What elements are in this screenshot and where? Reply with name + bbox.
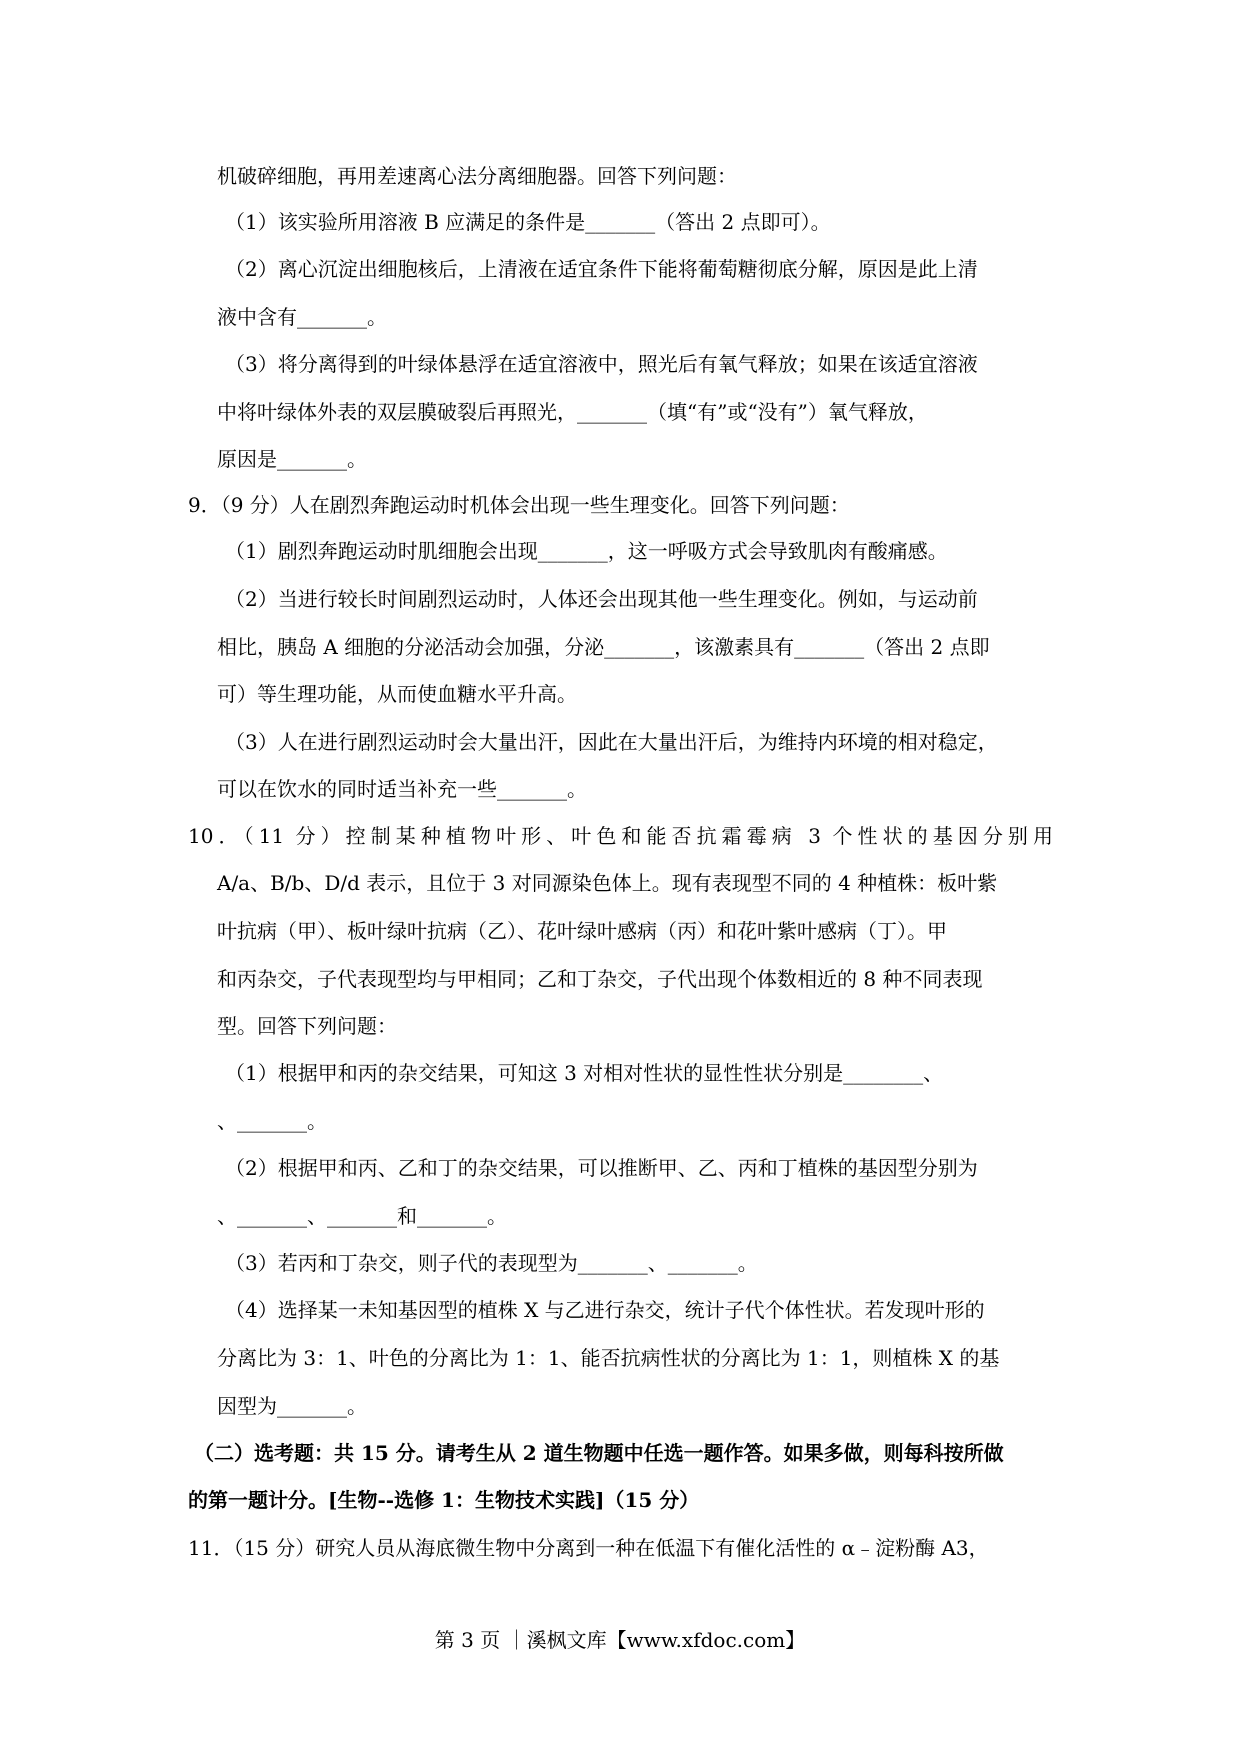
text-line: 、_______。 xyxy=(217,1109,327,1133)
text-line: 原因是_______。 xyxy=(217,447,367,471)
text-line: 因型为_______。 xyxy=(217,1394,367,1418)
section-heading: 的第一题计分。[生物--选修 1：生物技术实践]（15 分） xyxy=(188,1488,700,1512)
text-line: 可以在饮水的同时适当补充一些_______。 xyxy=(217,777,587,801)
section-heading: （二）选考题：共 15 分。请考生从 2 道生物题中任选一题作答。如果多做，则每科按所做 xyxy=(194,1441,1004,1465)
text-line: （3）人在进行剧烈运动时会大量出汗，因此在大量出汗后，为维持内环境的相对稳定， xyxy=(225,730,998,754)
text-line: （1）剧烈奔跑运动时肌细胞会出现_______，这一呼吸方式会导致肌肉有酸痛感。 xyxy=(225,539,948,563)
text-line: （3）若丙和丁杂交，则子代的表现型为_______、_______。 xyxy=(225,1251,758,1275)
text-line: （1）根据甲和丙的杂交结果，可知这 3 对相对性状的显性性状分别是________、 xyxy=(225,1061,944,1085)
text-line: 、_______、_______和_______。 xyxy=(217,1204,507,1228)
text-line: 叶抗病（甲）、板叶绿叶抗病（乙）、花叶绿叶感病（丙）和花叶紫叶感病（丁）。甲 xyxy=(217,919,947,943)
text-line: A/a、B/b、D/d 表示，且位于 3 对同源染色体上。现有表现型不同的 4 种植株：板叶紫 xyxy=(217,871,998,895)
text-line: （2）离心沉淀出细胞核后，上清液在适宜条件下能将葡萄糖彻底分解，原因是此上清 xyxy=(225,257,978,281)
question-heading: 9．（9 分）人在剧烈奔跑运动时机体会出现一些生理变化。回答下列问题： xyxy=(188,493,850,517)
text-line: 相比，胰岛 A 细胞的分泌活动会加强，分泌_______，该激素具有_______（答出 2 点即 xyxy=(217,635,990,659)
text-line: （4）选择某一未知基因型的植株 X 与乙进行杂交，统计子代个体性状。若发现叶形的 xyxy=(225,1298,985,1322)
text-line: 可）等生理功能，从而使血糖水平升高。 xyxy=(217,682,577,706)
text-line: 机破碎细胞，再用差速离心法分离细胞器。回答下列问题： xyxy=(217,164,737,188)
text-line: （3）将分离得到的叶绿体悬浮在适宜溶液中，照光后有氧气释放；如果在该适宜溶液 xyxy=(225,352,978,376)
text-line: （2）当进行较长时间剧烈运动时，人体还会出现其他一些生理变化。例如，与运动前 xyxy=(225,587,978,611)
text-line: 型。回答下列问题： xyxy=(217,1014,397,1038)
text-line: 中将叶绿体外表的双层膜破裂后再照光，_______（填“有”或“没有”）氧气释放， xyxy=(217,400,928,424)
page-footer: 第 3 页 ｜溪枫文库【www.xfdoc.com】 xyxy=(434,1628,806,1652)
text-line: 液中含有_______。 xyxy=(217,305,387,329)
text-line: 分离比为 3：1、叶色的分离比为 1：1、能否抗病性状的分离比为 1：1，则植株 X 的基 xyxy=(217,1346,1000,1370)
question-heading: 11．（15 分）研究人员从海底微生物中分离到一种在低温下有催化活性的 α﹣淀粉酶 A3， xyxy=(188,1536,989,1560)
question-heading: 10．（11 分）控制某种植物叶形、叶色和能否抗霜霉病 3 个性状的基因分别用 xyxy=(188,824,1053,848)
text-line: （2）根据甲和丙、乙和丁的杂交结果，可以推断甲、乙、丙和丁植株的基因型分别为 xyxy=(225,1156,978,1180)
text-line: 和丙杂交，子代表现型均与甲相同；乙和丁杂交，子代出现个体数相近的 8 种不同表现 xyxy=(217,967,983,991)
text-line: （1）该实验所用溶液 B 应满足的条件是_______（答出 2 点即可）。 xyxy=(225,210,831,234)
